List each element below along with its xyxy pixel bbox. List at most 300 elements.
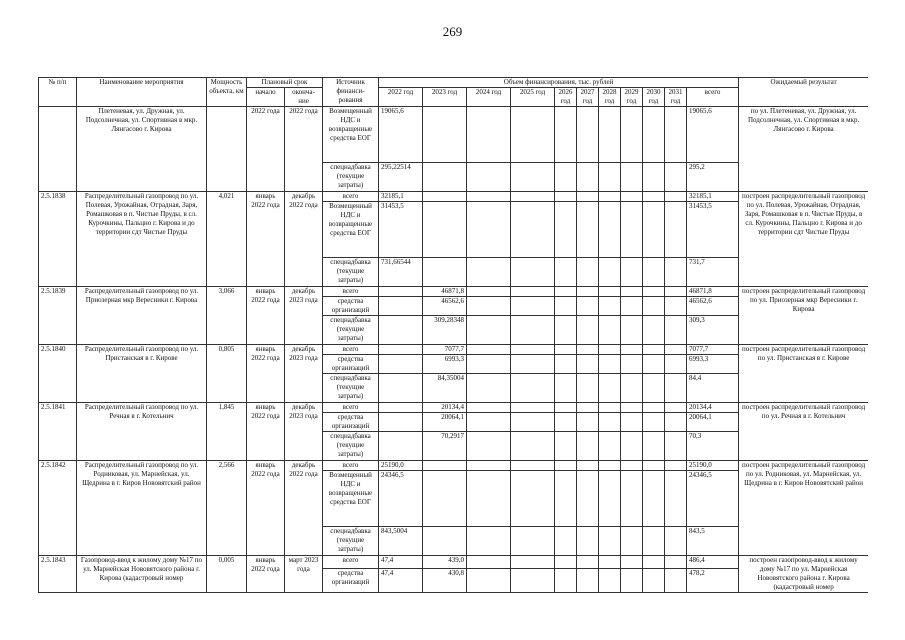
table-row (39, 287, 869, 297)
value-empty (599, 432, 621, 461)
value-2022 (379, 413, 423, 432)
value-total: 31453,5 (687, 202, 739, 258)
header-end: оконча-ние (285, 88, 323, 107)
value-empty (577, 413, 599, 432)
value-empty (511, 192, 555, 202)
measure-name: Распределительный газопровод по ул. Речная в г. Котельнич (77, 403, 207, 461)
value-empty (599, 413, 621, 432)
value-empty (599, 568, 621, 592)
value-empty (511, 413, 555, 432)
value-empty (511, 471, 555, 527)
value-2023 (423, 258, 467, 287)
value-empty (511, 107, 555, 163)
value-empty (665, 556, 687, 569)
value-empty (577, 355, 599, 374)
value-total: 7077,7 (687, 345, 739, 355)
end-date: март 2023 года (285, 556, 323, 593)
value-2022: 19065,6 (379, 107, 423, 163)
value-empty (621, 345, 643, 355)
value-empty (555, 461, 577, 471)
value-empty (555, 163, 577, 192)
value-empty (555, 287, 577, 297)
end-date: декабрь 2022 года (285, 461, 323, 556)
value-empty (665, 297, 687, 316)
value-empty (599, 355, 621, 374)
funding-source: всего (323, 287, 379, 297)
value-empty (467, 413, 511, 432)
table-row (39, 192, 869, 202)
value-empty (621, 316, 643, 345)
value-empty (621, 355, 643, 374)
header-year: 2029 год (621, 88, 643, 107)
funding-source: спецнадбавка (текущие затраты) (323, 316, 379, 345)
page-number: 269 (442, 24, 463, 39)
value-empty (555, 568, 577, 592)
value-empty (643, 355, 665, 374)
value-2023: 84,35004 (423, 374, 467, 403)
value-empty (643, 556, 665, 569)
row-number: 2.5.1841 (39, 403, 77, 461)
value-empty (643, 258, 665, 287)
capacity (207, 107, 247, 192)
value-empty (643, 568, 665, 592)
value-empty (467, 527, 511, 556)
header-year: 2027 год (577, 88, 599, 107)
value-2023 (423, 471, 467, 527)
value-empty (643, 345, 665, 355)
value-total: 32185,1 (687, 192, 739, 202)
header-total: всего (687, 88, 739, 107)
funding-source: Возмещенный НДС и возвращенные средства ЕОГ (323, 107, 379, 163)
value-2022 (379, 355, 423, 374)
value-2022: 843,5004 (379, 527, 423, 556)
value-2023 (423, 163, 467, 192)
value-2023: 70,2917 (423, 432, 467, 461)
value-empty (599, 374, 621, 403)
value-empty (643, 163, 665, 192)
funding-source: Возмещенный НДС и возвращенные средства ЕОГ (323, 471, 379, 527)
header-year: 2031 год (665, 88, 687, 107)
measure-name: Газопровод-ввод к жилому дому №17 по ул. Марнейская Нововятского района г. Кирова (кадастровый номер (77, 556, 207, 593)
value-empty (577, 258, 599, 287)
value-empty (577, 403, 599, 413)
header-year: 2023 год (423, 88, 467, 107)
value-total: 46871,8 (687, 287, 739, 297)
value-empty (555, 297, 577, 316)
value-empty (643, 413, 665, 432)
value-total: 20134,4 (687, 403, 739, 413)
value-2022: 31453,5 (379, 202, 423, 258)
value-empty (665, 568, 687, 592)
value-total: 478,2 (687, 568, 739, 592)
row-number (39, 107, 77, 192)
value-empty (511, 163, 555, 192)
row-number: 2.5.1838 (39, 192, 77, 287)
funding-source: всего (323, 556, 379, 569)
value-2022: 731,66544 (379, 258, 423, 287)
value-empty (665, 374, 687, 403)
value-empty (467, 403, 511, 413)
value-total: 6993,3 (687, 355, 739, 374)
capacity: 2,566 (207, 461, 247, 556)
header-start: начало (247, 88, 285, 107)
funding-source: спецнадбавка (текущие затраты) (323, 527, 379, 556)
value-empty (467, 471, 511, 527)
value-empty (555, 413, 577, 432)
value-empty (467, 287, 511, 297)
value-empty (511, 403, 555, 413)
value-2022: 47,4 (379, 568, 423, 592)
value-empty (467, 568, 511, 592)
funding-source: спецнадбавка (текущие затраты) (323, 258, 379, 287)
value-2022: 47,4 (379, 556, 423, 569)
value-empty (621, 163, 643, 192)
value-empty (577, 297, 599, 316)
value-empty (621, 461, 643, 471)
value-empty (577, 461, 599, 471)
value-empty (511, 287, 555, 297)
value-2023: 439,0 (423, 556, 467, 569)
value-empty (599, 297, 621, 316)
value-empty (665, 202, 687, 258)
value-empty (511, 297, 555, 316)
value-2022: 25190,0 (379, 461, 423, 471)
value-total: 486,4 (687, 556, 739, 569)
end-date: декабрь 2023 года (285, 403, 323, 461)
value-empty (665, 355, 687, 374)
value-empty (511, 432, 555, 461)
value-total: 84,4 (687, 374, 739, 403)
value-2022 (379, 287, 423, 297)
value-empty (555, 107, 577, 163)
value-2023: 6993,3 (423, 355, 467, 374)
value-empty (511, 345, 555, 355)
value-2023 (423, 192, 467, 202)
value-empty (511, 374, 555, 403)
value-empty (577, 316, 599, 345)
value-empty (577, 471, 599, 527)
value-empty (467, 432, 511, 461)
funding-source: средства организаций (323, 355, 379, 374)
financing-table (38, 77, 868, 593)
measure-name: Распределительный газопровод по ул. Родниковая, ул. Марнейская, ул. Щедрина в г. Киров Нововятский район (77, 461, 207, 556)
header-num: № п/п (39, 78, 77, 107)
value-empty (467, 345, 511, 355)
value-empty (555, 527, 577, 556)
value-empty (621, 297, 643, 316)
value-empty (599, 258, 621, 287)
capacity: 0,005 (207, 556, 247, 593)
value-empty (643, 202, 665, 258)
funding-source: средства организаций (323, 568, 379, 592)
header-year: 2030 год (643, 88, 665, 107)
value-empty (643, 461, 665, 471)
value-empty (665, 403, 687, 413)
value-empty (511, 461, 555, 471)
value-empty (643, 527, 665, 556)
value-empty (467, 461, 511, 471)
value-2023: 7077,7 (423, 345, 467, 355)
header-year: 2025 год (511, 88, 555, 107)
value-2023: 309,28348 (423, 316, 467, 345)
value-empty (665, 471, 687, 527)
header-volume: Объем финансирования, тыс. рублей (379, 78, 739, 88)
value-empty (467, 192, 511, 202)
value-empty (599, 107, 621, 163)
value-empty (599, 202, 621, 258)
financing-table-container (38, 77, 868, 640)
value-empty (555, 432, 577, 461)
value-empty (511, 355, 555, 374)
expected-result: построен распределительный газопровод по ул. Родниковая, ул. Марнейская, ул. Щедрина в г. Киров Нововятский район (739, 461, 868, 556)
value-empty (621, 556, 643, 569)
value-empty (577, 568, 599, 592)
value-empty (467, 316, 511, 345)
row-number: 2.5.1843 (39, 556, 77, 593)
value-empty (599, 461, 621, 471)
value-total: 19065,6 (687, 107, 739, 163)
table-row (39, 107, 869, 163)
value-total: 20064,1 (687, 413, 739, 432)
value-empty (621, 527, 643, 556)
value-2023 (423, 202, 467, 258)
value-2023 (423, 527, 467, 556)
value-empty (599, 316, 621, 345)
expected-result: построен распределительный газопровод по ул. Полевая, Урожайная, Отрадная, Заря, Ромашковая в п. Чистые Пруды, в сл. Курочкины, Пальцно г. Кирова и до территории сдт Чистые Пруды (739, 192, 868, 287)
value-empty (577, 192, 599, 202)
value-total: 843,5 (687, 527, 739, 556)
value-total: 24346,5 (687, 471, 739, 527)
value-empty (643, 287, 665, 297)
value-2022 (379, 345, 423, 355)
value-empty (577, 287, 599, 297)
value-total: 309,3 (687, 316, 739, 345)
value-empty (467, 202, 511, 258)
value-empty (599, 163, 621, 192)
start-date: январь 2022 года (247, 345, 285, 403)
start-date: январь 2022 года (247, 287, 285, 345)
row-number: 2.5.1842 (39, 461, 77, 556)
header-name: Наименование мероприятия (77, 78, 207, 107)
value-empty (621, 192, 643, 202)
value-empty (555, 556, 577, 569)
header-row-1 (39, 78, 869, 88)
value-empty (643, 192, 665, 202)
value-empty (577, 556, 599, 569)
measure-name: Плетеневая, ул. Дружная, ул. Подсолнечная, ул. Спортивная в мкр. Лянгасово г. Кирова (77, 107, 207, 192)
value-empty (555, 345, 577, 355)
funding-source: всего (323, 461, 379, 471)
value-empty (577, 163, 599, 192)
end-date: декабрь 2022 года (285, 192, 323, 287)
value-empty (665, 345, 687, 355)
value-empty (621, 413, 643, 432)
value-2022: 32185,1 (379, 192, 423, 202)
funding-source: средства организаций (323, 413, 379, 432)
value-empty (555, 355, 577, 374)
end-date: декабрь 2023 года (285, 345, 323, 403)
start-date: январь 2022 года (247, 556, 285, 593)
value-empty (599, 556, 621, 569)
value-empty (555, 192, 577, 202)
row-number: 2.5.1840 (39, 345, 77, 403)
value-empty (665, 258, 687, 287)
value-empty (643, 374, 665, 403)
measure-name: Распределительный газопровод по ул. Пристанская в г. Кирове (77, 345, 207, 403)
funding-source: всего (323, 403, 379, 413)
value-2023: 20064,1 (423, 413, 467, 432)
capacity: 1,845 (207, 403, 247, 461)
header-year: 2026 год (555, 88, 577, 107)
value-empty (599, 192, 621, 202)
value-empty (643, 471, 665, 527)
measure-name: Распределительный газопровод по ул. Приозерная мкр Вересники г. Кирова (77, 287, 207, 345)
value-empty (577, 202, 599, 258)
value-empty (621, 568, 643, 592)
value-empty (511, 556, 555, 569)
value-empty (599, 527, 621, 556)
value-empty (621, 202, 643, 258)
value-2022 (379, 403, 423, 413)
value-empty (665, 461, 687, 471)
funding-source: всего (323, 345, 379, 355)
value-2022 (379, 316, 423, 345)
start-date: январь 2022 года (247, 461, 285, 556)
value-empty (577, 527, 599, 556)
value-2022 (379, 432, 423, 461)
value-empty (555, 202, 577, 258)
capacity: 4,021 (207, 192, 247, 287)
value-total: 731,7 (687, 258, 739, 287)
value-total: 25190,0 (687, 461, 739, 471)
value-2023 (423, 107, 467, 163)
value-empty (643, 107, 665, 163)
expected-result: построен газопровод-ввод к жилому дому №17 по ул. Марнейская Нововятского района г. Кирова (кадастровый номер (739, 556, 868, 593)
table-row (39, 461, 869, 471)
header-year: 2022 год (379, 88, 423, 107)
value-2022: 24346,5 (379, 471, 423, 527)
value-empty (621, 258, 643, 287)
start-date: январь 2022 года (247, 403, 285, 461)
row-number: 2.5.1839 (39, 287, 77, 345)
value-2023: 46562,6 (423, 297, 467, 316)
start-date: 2022 года (247, 107, 285, 192)
value-empty (555, 403, 577, 413)
header-year: 2028 год (599, 88, 621, 107)
value-empty (467, 556, 511, 569)
value-empty (467, 297, 511, 316)
value-empty (467, 163, 511, 192)
value-empty (643, 432, 665, 461)
value-empty (577, 432, 599, 461)
value-empty (467, 374, 511, 403)
expected-result: построен распределительный газопровод по ул. Речная в г. Котельнич (739, 403, 868, 461)
value-empty (643, 316, 665, 345)
value-empty (665, 316, 687, 345)
header-capacity: Мощность объекта, км (207, 78, 247, 107)
value-empty (467, 355, 511, 374)
value-empty (665, 287, 687, 297)
value-empty (577, 107, 599, 163)
value-2023: 430,8 (423, 568, 467, 592)
value-empty (621, 374, 643, 403)
value-2023: 46871,8 (423, 287, 467, 297)
expected-result: построен распределительный газопровод по ул. Приозерная мкр Вересники г. Кирова (739, 287, 868, 345)
value-empty (577, 345, 599, 355)
value-empty (621, 107, 643, 163)
value-empty (621, 403, 643, 413)
funding-source: Возмещенный НДС и возвращенные средства ЕОГ (323, 202, 379, 258)
value-empty (665, 163, 687, 192)
value-2022 (379, 297, 423, 316)
header-result: Ожидаемый результат (739, 78, 868, 107)
value-empty (643, 297, 665, 316)
value-empty (511, 527, 555, 556)
value-empty (621, 471, 643, 527)
value-empty (665, 192, 687, 202)
funding-source: спецнадбавка (текущие затраты) (323, 163, 379, 192)
value-total: 295,2 (687, 163, 739, 192)
value-empty (555, 316, 577, 345)
value-empty (599, 287, 621, 297)
value-empty (665, 527, 687, 556)
value-2023 (423, 461, 467, 471)
header-source: Источник финанси-рования (323, 78, 379, 107)
value-empty (555, 374, 577, 403)
value-empty (621, 287, 643, 297)
value-empty (599, 471, 621, 527)
end-date: 2022 года (285, 107, 323, 192)
value-empty (599, 345, 621, 355)
value-empty (599, 403, 621, 413)
funding-source: средства организаций (323, 297, 379, 316)
header-term: Плановый срок (247, 78, 323, 88)
table-body (39, 107, 869, 593)
value-total: 46562,6 (687, 297, 739, 316)
value-empty (511, 568, 555, 592)
value-empty (467, 258, 511, 287)
value-empty (665, 432, 687, 461)
value-empty (665, 413, 687, 432)
value-2022: 295,22514 (379, 163, 423, 192)
end-date: декабрь 2023 года (285, 287, 323, 345)
value-2023: 20134,4 (423, 403, 467, 413)
start-date: январь 2022 года (247, 192, 285, 287)
funding-source: спецнадбавка (текущие затраты) (323, 432, 379, 461)
funding-source: спецнадбавка (текущие затраты) (323, 374, 379, 403)
value-empty (511, 202, 555, 258)
value-empty (511, 316, 555, 345)
value-empty (511, 258, 555, 287)
header-year: 2024 год (467, 88, 511, 107)
value-total: 70,3 (687, 432, 739, 461)
expected-result: по ул. Плетеневая, ул. Дружная, ул. Подсолнечная, ул. Спортивная в мкр. Лянгасово г. Кирова (739, 107, 868, 192)
table-row (39, 403, 869, 413)
value-2022 (379, 374, 423, 403)
value-empty (467, 107, 511, 163)
capacity: 3,066 (207, 287, 247, 345)
expected-result: построен распределительный газопровод по ул. Пристанская в г. Кирове (739, 345, 868, 403)
measure-name: Распределительный газопровод по ул. Полевая, Урожайная, Отрадная, Заря, Ромашковая в п. Чистые Пруды, в сл. Курочкины, Пальцно г. Кирова и до территории сдт Чистые Пруды (77, 192, 207, 287)
funding-source: всего (323, 192, 379, 202)
capacity: 0,805 (207, 345, 247, 403)
value-empty (555, 258, 577, 287)
value-empty (643, 403, 665, 413)
value-empty (577, 374, 599, 403)
table-row (39, 345, 869, 355)
value-empty (555, 471, 577, 527)
table-row (39, 556, 869, 569)
